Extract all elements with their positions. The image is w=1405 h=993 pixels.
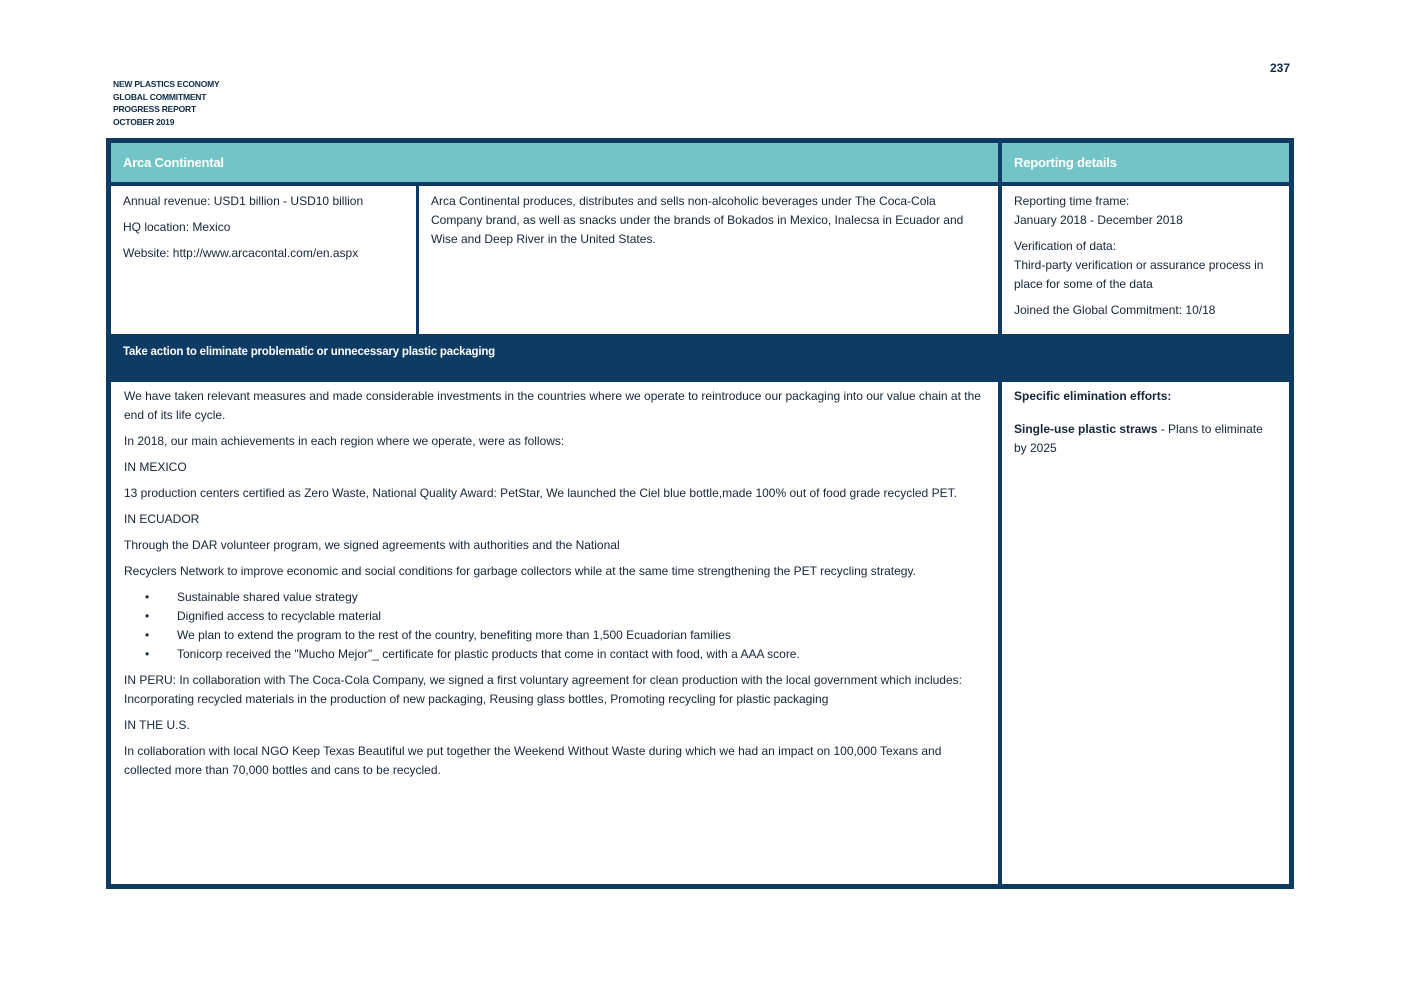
effort-item-name: Single-use plastic straws xyxy=(1014,422,1158,436)
list-item-text: Tonicorp received the "Mucho Mejor"_ certificate for plastic products that come in contact with food, with a AAA score. xyxy=(177,647,800,661)
page-number: 237 xyxy=(1269,61,1290,75)
actions-cell xyxy=(111,382,998,884)
report-header-line: OCTOBER 2019 xyxy=(113,116,175,127)
effort-item-detail: - Plans to eliminate by 2025 xyxy=(1014,422,1263,455)
reporting-time-frame-value: January 2018 - December 2018 xyxy=(1014,213,1183,227)
bullet-icon: • xyxy=(145,628,150,642)
reporting-details-cell xyxy=(1002,186,1289,334)
list-item-text: Dignified access to recyclable material xyxy=(177,609,382,623)
region-heading-mexico: IN MEXICO xyxy=(124,460,187,474)
company-description: Arca Continental produces, distributes and sells non-alcoholic beverages under The Coca-Cola Company brand, as well as snacks under the brands of Bokados in Mexico, Inalecsa in Ecuador and Wise and Deep River in the United States. xyxy=(431,194,964,246)
paragraph-peru: IN PERU: In collaboration with The Coca-Cola Company, we signed a first voluntary agreement for clean production with the local government which includes: Incorporating recycled materials in the production of new packaging, Reusing glass bottles, Promoting recycling for plastic packaging xyxy=(124,673,962,706)
website: Website: http://www.arcacontal.com/en.aspx xyxy=(123,246,359,260)
company-name-header xyxy=(111,143,998,182)
report-header-line: PROGRESS REPORT xyxy=(113,104,196,114)
company-description-cell xyxy=(419,186,998,334)
list-item xyxy=(124,626,985,645)
elimination-effort-item xyxy=(1014,420,1277,458)
paragraph: 13 production centers certified as Zero Waste, National Quality Award: PetStar, We launched the Ciel blue bottle,made 100% out of food grade recycled PET. xyxy=(124,486,957,500)
verification-label: Verification of data: xyxy=(1014,239,1117,253)
report-header xyxy=(113,78,220,128)
company-facts-cell xyxy=(111,186,416,334)
reporting-details-header xyxy=(1002,143,1289,182)
reporting-time-frame-label: Reporting time frame: xyxy=(1014,194,1130,208)
paragraph: We have taken relevant measures and made considerable investments in the countries where we operate to reintroduce our packaging into our value chain at the end of its life cycle. xyxy=(124,389,981,422)
paragraph: In 2018, our main achievements in each region where we operate, were as follows: xyxy=(124,434,565,448)
report-header-line: GLOBAL COMMITMENT xyxy=(113,91,207,102)
report-header-line: NEW PLASTICS ECONOMY xyxy=(113,79,220,89)
reporting-details-title: Reporting details xyxy=(1014,155,1117,170)
list-item xyxy=(124,645,985,664)
elimination-efforts-title xyxy=(1014,387,1277,406)
list-item-text: Sustainable shared value strategy xyxy=(177,590,358,604)
hq-location: HQ location: Mexico xyxy=(123,220,231,234)
section-title: Take action to eliminate problematic or unnecessary plastic packaging xyxy=(123,346,496,358)
paragraph: Recyclers Network to improve economic and social conditions for garbage collectors while at the same time strengthening the PET recycling strategy. xyxy=(124,564,916,578)
elimination-efforts-title-text: Specific elimination efforts: xyxy=(1014,389,1172,403)
paragraph: Through the DAR volunteer program, we signed agreements with authorities and the National xyxy=(124,538,620,552)
company-name: Arca Continental xyxy=(123,155,224,170)
list-item xyxy=(124,607,985,626)
company-table xyxy=(106,138,1294,889)
verification-value: Third-party verification or assurance process in place for some of the data xyxy=(1014,258,1264,291)
bullet-icon: • xyxy=(145,590,150,604)
ecuador-bullet-list xyxy=(124,588,985,664)
region-heading-us: IN THE U.S. xyxy=(124,718,190,732)
annual-revenue: Annual revenue: USD1 billion - USD10 billion xyxy=(123,194,364,208)
bullet-icon: • xyxy=(145,609,150,623)
bullet-icon: • xyxy=(145,647,150,661)
list-item xyxy=(124,588,985,607)
paragraph: In collaboration with local NGO Keep Texas Beautiful we put together the Weekend Without Waste during which we had an impact on 100,000 Texans and collected more than 70,000 bottles and cans to be recycled. xyxy=(124,744,942,777)
list-item-text: We plan to extend the program to the rest of the country, benefiting more than 1,500 Ecuadorian families xyxy=(177,628,731,642)
region-heading-ecuador: IN ECUADOR xyxy=(124,512,200,526)
elimination-efforts-cell xyxy=(1002,382,1289,884)
joined-global-commitment: Joined the Global Commitment: 10/18 xyxy=(1014,303,1216,317)
